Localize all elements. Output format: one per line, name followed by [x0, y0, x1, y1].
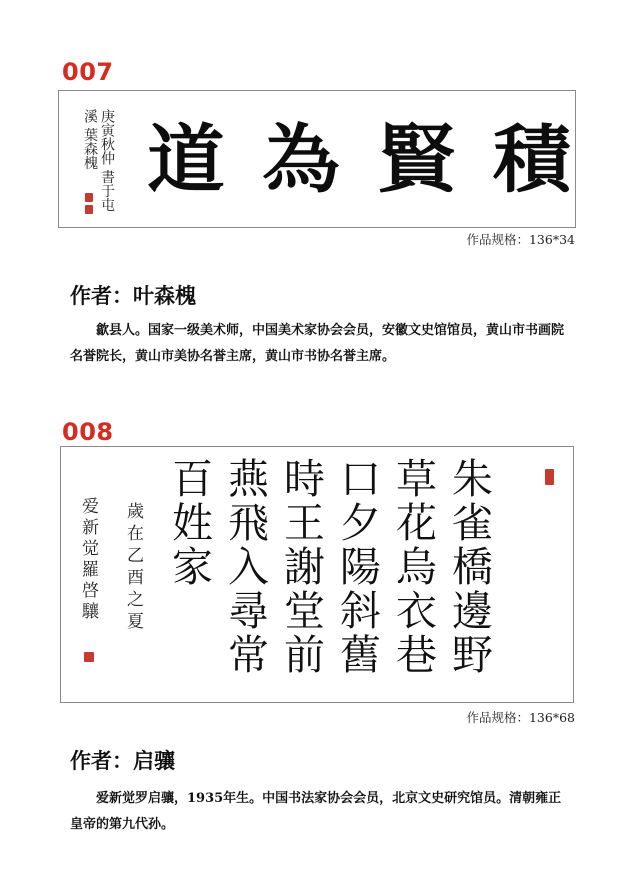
calligraphy-char: 賢 [377, 117, 456, 203]
calligraphy-main-007 [147, 117, 571, 203]
calligraphy-char: 積 [493, 117, 571, 203]
poem-column: 朱雀橋邊野 [445, 457, 493, 677]
poem-column: 百姓家 [165, 457, 213, 589]
inscription-line: 葉森槐 [82, 127, 98, 170]
poem-column: 時王謝堂前 [277, 457, 325, 677]
bio-text: 爱新觉罗启骧，1935年生。中国书法家协会会员，北京文史研究馆员。清朝雍正皇帝的第九代孙。 [70, 791, 562, 832]
artwork-008 [60, 446, 574, 703]
seal-stamp [85, 205, 93, 214]
seal-stamp [85, 193, 93, 202]
signature-008: 爱新觉羅啓驤 [78, 497, 98, 623]
poem-008 [161, 457, 497, 702]
inscription-line: 書于屯溪 [82, 109, 115, 212]
poem-column: 口夕陽斜舊 [333, 457, 381, 677]
inscription-line: 庚寅秋仲 [99, 109, 115, 165]
bio-008 [70, 786, 570, 838]
work-number-007: 007 [62, 58, 114, 86]
work-number-008: 008 [62, 418, 114, 446]
spec-008: 作品规格：136*68 [466, 710, 575, 725]
seal-stamp [84, 652, 94, 662]
spec-007: 作品规格：136*34 [466, 232, 575, 247]
inscription-007 [81, 109, 115, 219]
calligraphy-char: 為 [262, 117, 341, 203]
calligraphy-char: 道 [147, 117, 225, 203]
date-line-008: 歲在乙酉之夏 [123, 502, 143, 634]
poem-column: 燕飛入尋常 [221, 457, 269, 677]
poem-column: 草花烏衣巷 [389, 457, 437, 677]
bio-007 [70, 318, 570, 370]
artwork-007 [58, 90, 576, 228]
author-007: 作者：叶森槐 [70, 284, 196, 308]
author-008: 作者：启骧 [70, 749, 175, 773]
bio-text: 歙县人。国家一级美术师，中国美术家协会会员，安徽文史馆馆员，黄山市书画院名誉院长，黄山市美协名誉主席，黄山市书协名誉主席。 [70, 323, 565, 364]
seal-stamp [545, 469, 554, 485]
